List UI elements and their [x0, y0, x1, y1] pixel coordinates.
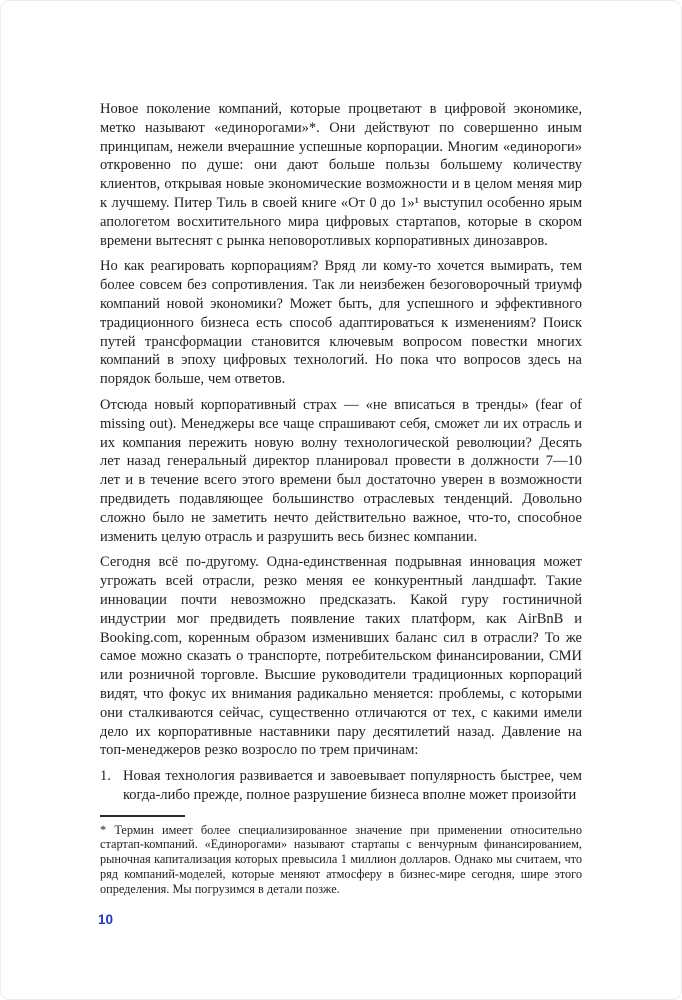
footnote-text: * Термин имеет более специализированное значение при применении относительно стартап-компаний. «Единорогами» называют стартапы с венчурным финансированием, рыночная капитализация которых превысила 1 миллион долларов. Однако мы считаем, что ряд компаний-моделей, которые меняют атмосферу в бизнес-мире сегодня, шире этого определения. Мы погрузимся в детали позже.: [100, 822, 582, 896]
list-item-number: 1.: [100, 768, 111, 785]
list-item: [100, 767, 582, 805]
body-paragraph: Сегодня всё по-другому. Одна-единственная подрывная инновация может угрожать всей отрасли, резко меняя ее конкурентный ландшафт. Такие инновации почти невозможно предсказать. Какой гуру гостиничной индустрии мог предвидеть появление таких платформ, как AirBnB и Booking.com, коренным образом изменивших баланс сил в отрасли? То же самое можно сказать о транспорте, потребительском финансировании, СМИ или розничной торговле. Высшие руководители традиционных корпораций видят, что фокус их внимания радикально меняется: проблемы, с которыми они сталкиваются сейчас, существенно отличаются от тех, с какими имели дело их корпоративные наставники пару десятилетий назад. Давление на топ-менеджеров резко возросло по трем причинам:: [100, 554, 582, 759]
body-paragraph: Новое поколение компаний, которые процветают в цифровой экономике, метко называют «единорогами»*. Они действуют по совершенно иным принципам, нежели вчерашние успешные корпорации. Многим «единороги» откровенно по душе: они дают больше пользы большему количеству клиентов, открывая новые экономические возможности и в целом меняя мир к лучшему. Питер Тиль в своей книге «От 0 до 1»¹ выступил особенно ярым апологетом восхитительного мира цифровых стартапов, которые в скором времени вытеснят с рынка неповоротливых корпоративных динозавров.: [100, 101, 582, 249]
list-item-text: Новая технология развивается и завоевывает популярность быстрее, чем когда-либо прежде, полное разрушение бизнеса вполне может произойти: [123, 768, 582, 803]
numbered-list: [100, 767, 582, 805]
body-paragraph: Но как реагировать корпорациям? Вряд ли кому-то хочется вымирать, тем более совсем без сопротивления. Так ли неизбежен безоговорочный триумф компаний новой экономики? Может быть, для успешного и эффективного традиционного бизнеса есть способ адаптироваться к изменениям? Поиск путей трансформации становится ключевым вопросом повестки многих компаний в эпоху цифровых технологий. Но пока что вопросов здесь на порядок больше, чем ответов.: [100, 258, 582, 388]
footnote-divider: [100, 815, 185, 817]
body-paragraph: Отсюда новый корпоративный страх — «не вписаться в тренды» (fear of missing out). Менеджеры все чаще спрашивают себя, сможет ли их отрасль и их компания пережить новую волну технологической революции? Десять лет назад генеральный директор планировал провести в должности 7—10 лет и в течение всего этого времени был достаточно уверен в возможности предвидеть подавляющее большинство отраслевых тенденций. Довольно сложно было не заметить нечто действительно важное, что-то, способное изменить целую отрасль и разрушить весь бизнес компании.: [100, 396, 582, 545]
book-page-content: [100, 100, 582, 927]
page-number: 10: [98, 912, 114, 928]
